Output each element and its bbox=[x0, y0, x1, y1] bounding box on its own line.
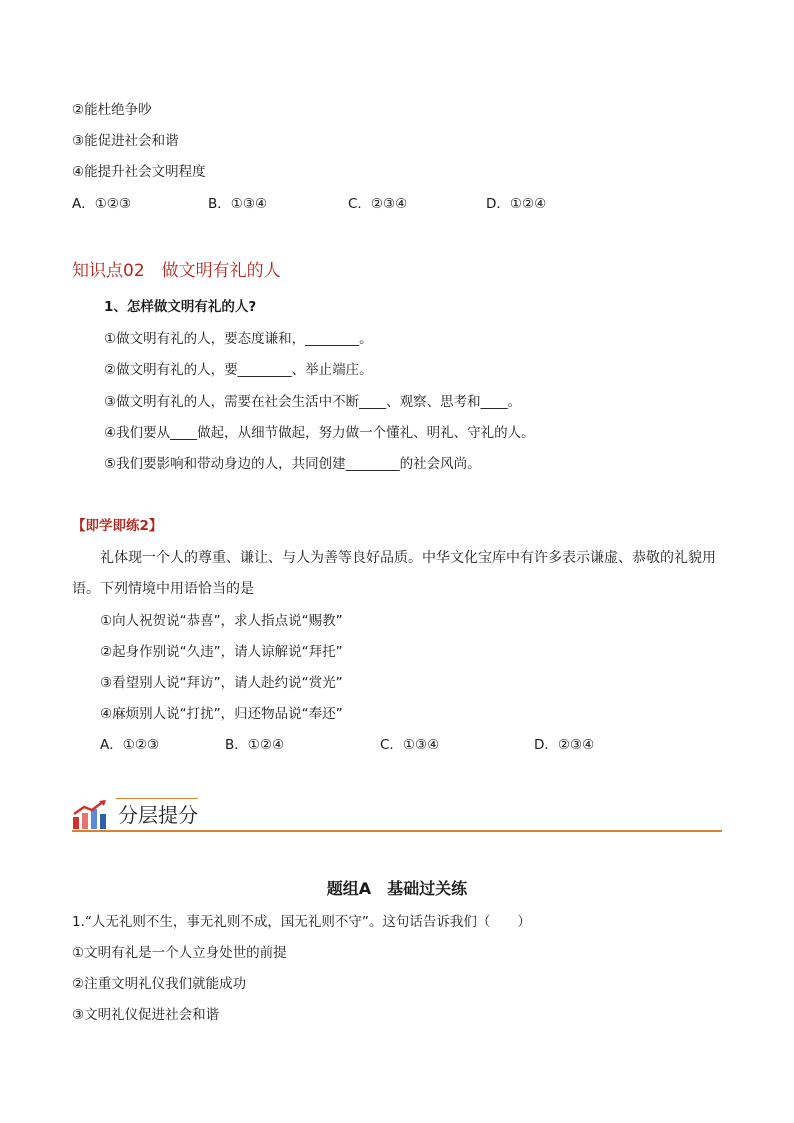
bar-chart-trend-icon bbox=[72, 800, 108, 830]
choice-a: A．①②③ bbox=[72, 196, 132, 212]
knowledge-point-heading: 知识点02 做文明有礼的人 bbox=[72, 261, 281, 281]
knowledge-item-2: ②做文明有礼的人，要________、举止端庄。 bbox=[104, 362, 373, 378]
choice-b: B．①③④ bbox=[208, 196, 268, 212]
practice-item-3: ③看望别人说“拜访”，请人赴约说“赏光” bbox=[100, 675, 343, 691]
group-a-item-3: ③文明礼仪促进社会和谐 bbox=[72, 1007, 220, 1023]
knowledge-item-1: ①做文明有礼的人，要态度谦和，________。 bbox=[104, 331, 373, 347]
choice-d: D．①②④ bbox=[486, 196, 547, 212]
practice-item-2: ②起身作别说“久违”，请人谅解说“拜托” bbox=[100, 644, 343, 660]
practice-choice-d: D．②③④ bbox=[534, 737, 595, 753]
practice-choice-b: B．①②④ bbox=[225, 737, 285, 753]
practice-choice-c: C．①③④ bbox=[380, 737, 440, 753]
practice-stem-line1: 礼体现一个人的尊重、谦让、与人为善等良好品质。中华文化宝库中有许多表示谦虚、恭敬的礼貌用 bbox=[100, 550, 716, 566]
group-a-item-2: ②注重文明礼仪我们就能成功 bbox=[72, 976, 247, 992]
knowledge-item-4: ④我们要从____做起，从细节做起，努力做一个懂礼、明礼、守礼的人。 bbox=[104, 425, 535, 441]
practice-item-4: ④麻烦别人说“打扰”，归还物品说“奉还” bbox=[100, 706, 343, 722]
group-a-question-1: 1.“人无礼则不生，事无礼则不成，国无礼则不守”。这句话告诉我们（ ） bbox=[72, 914, 531, 930]
group-a-item-1: ①文明有礼是一个人立身处世的前提 bbox=[72, 945, 287, 961]
section-rule bbox=[72, 830, 722, 832]
section-header bbox=[72, 798, 722, 832]
practice-stem-line2: 语。下列情境中用语恰当的是 bbox=[72, 581, 254, 597]
knowledge-item-3: ③做文明有礼的人，需要在社会生活中不断____、观察、思考和____。 bbox=[104, 394, 522, 410]
section-top-rule bbox=[116, 798, 198, 799]
knowledge-item-5: ⑤我们要影响和带动身边的人，共同创建________的社会风尚。 bbox=[104, 456, 481, 472]
group-a-title: 题组A 基础过关练 bbox=[326, 879, 468, 898]
option-2: ②能杜绝争吵 bbox=[72, 102, 152, 118]
practice-item-1: ①向人祝贺说“恭喜”，求人指点说“赐教” bbox=[100, 613, 343, 629]
option-3: ③能促进社会和谐 bbox=[72, 133, 179, 149]
option-4: ④能提升社会文明程度 bbox=[72, 164, 206, 180]
practice-tag: 【即学即练2】 bbox=[72, 518, 163, 534]
practice-choice-a: A．①②③ bbox=[100, 737, 160, 753]
section-title: 分层提分 bbox=[118, 803, 198, 827]
knowledge-question: 1、怎样做文明有礼的人? bbox=[104, 299, 257, 315]
choice-c: C．②③④ bbox=[348, 196, 408, 212]
